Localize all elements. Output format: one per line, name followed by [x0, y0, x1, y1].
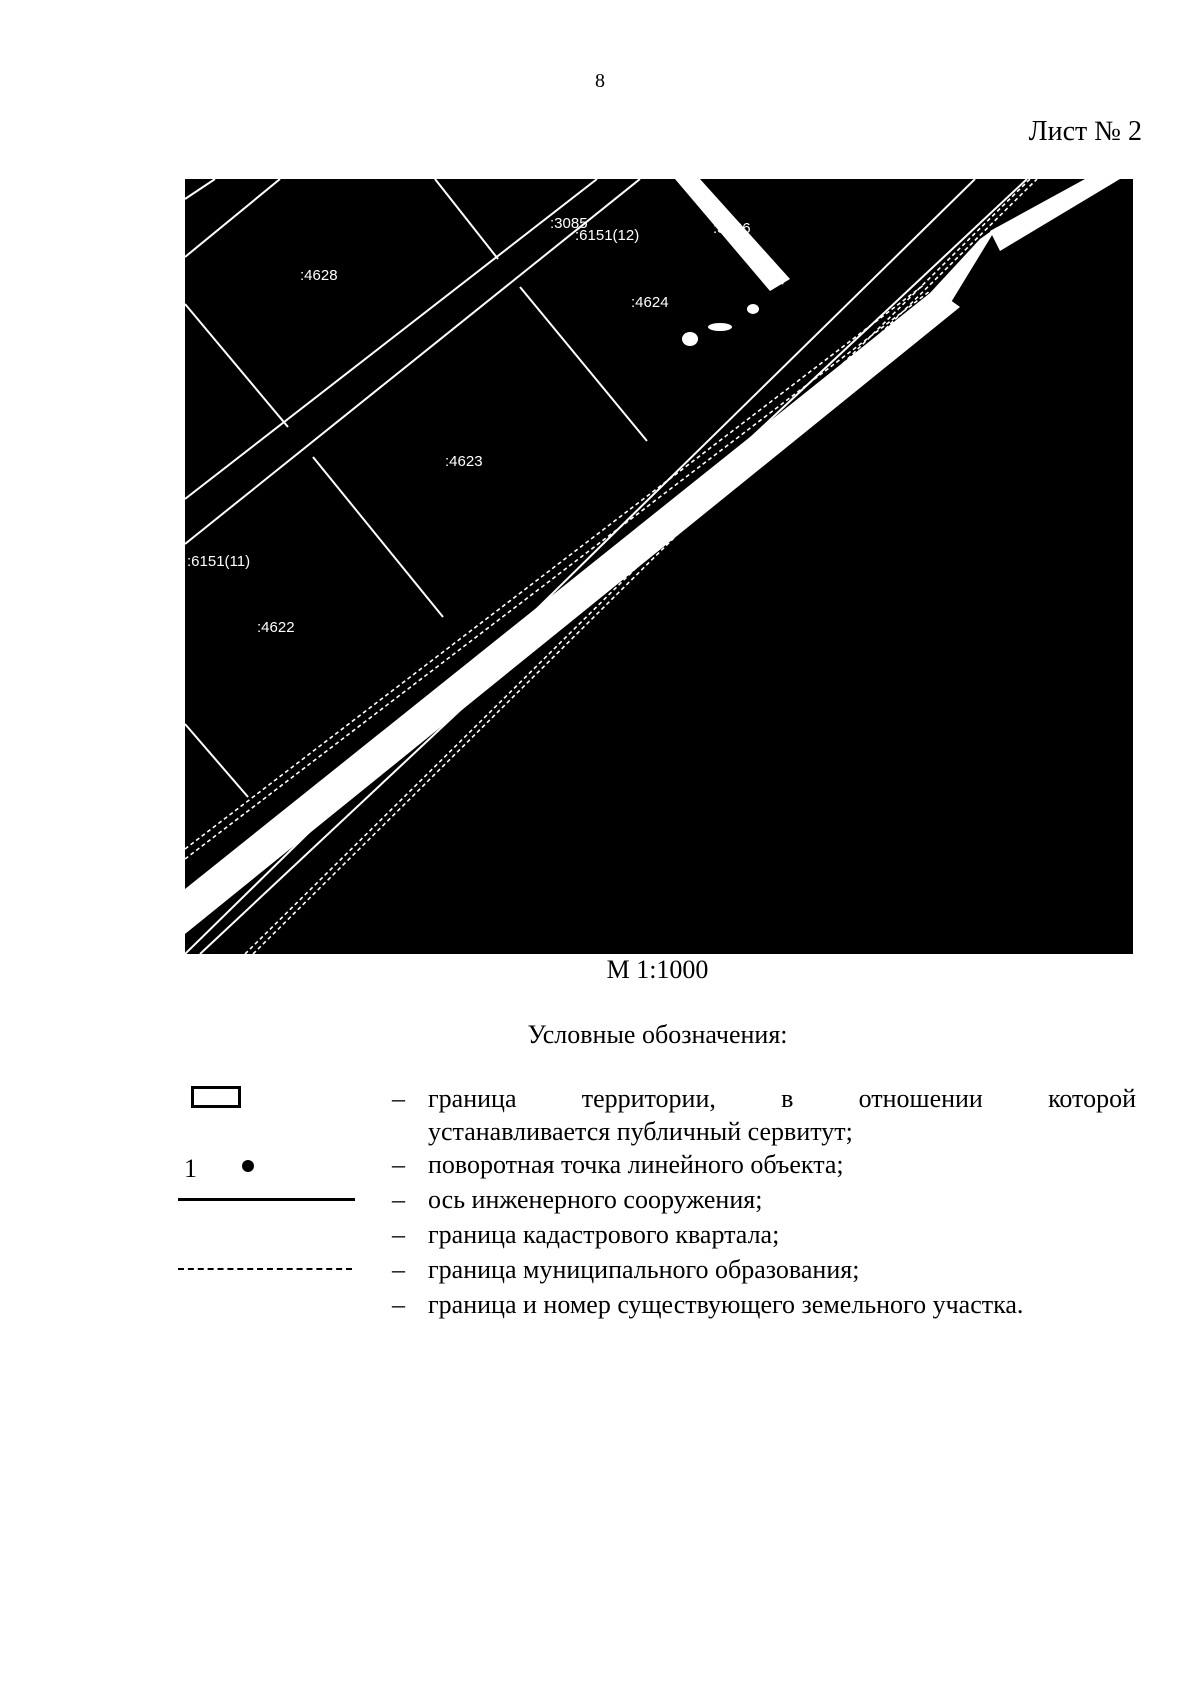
- sheet-label: Лист № 2: [1028, 116, 1142, 147]
- page-number: 8: [595, 70, 605, 92]
- parcel-label: :4628: [300, 267, 338, 284]
- parcel-label: :6151(12): [575, 227, 640, 244]
- cadastral-map: [185, 179, 1133, 954]
- map-blob: [747, 304, 759, 314]
- legend-word: граница: [428, 1084, 517, 1113]
- municipal-boundary-symbol: [178, 1268, 352, 1270]
- legend-word: территории,: [581, 1084, 716, 1113]
- legend-dash: –: [392, 1185, 405, 1214]
- legend-item-text: ось инженерного сооружения;: [428, 1185, 763, 1214]
- legend-word: в: [781, 1084, 794, 1113]
- legend-dash: –: [392, 1290, 405, 1319]
- map-scale: М 1:1000: [606, 955, 709, 984]
- parcel-label: :3085: [550, 215, 588, 232]
- road-strip-top: [990, 179, 1120, 251]
- map-blob: [708, 323, 732, 331]
- map-drawing: [185, 179, 1133, 954]
- legend-item-text: граница и номер существующего земельного участка.: [428, 1290, 1024, 1319]
- parcel-label: :4624: [631, 294, 669, 311]
- road-strip: [185, 289, 960, 934]
- legend-item-line: [428, 1082, 1136, 1115]
- legend-item-text: [428, 1082, 1136, 1148]
- legend-word: которой: [1048, 1084, 1136, 1113]
- legend-item-text: поворотная точка линейного объекта;: [428, 1150, 844, 1179]
- legend-dash: –: [392, 1220, 405, 1249]
- parcel-label: :4622: [257, 619, 295, 636]
- legend-title: Условные обозначения:: [527, 1020, 788, 1049]
- servitude-boundary-symbol: [191, 1086, 241, 1108]
- legend-item-text: граница муниципального образования;: [428, 1255, 860, 1284]
- axis-line-symbol: [178, 1198, 355, 1201]
- legend-word: отношении: [858, 1084, 983, 1113]
- parcel-label: :4623: [445, 453, 483, 470]
- parcel-label: :6151(11): [187, 553, 251, 570]
- legend-dash: –: [392, 1084, 405, 1113]
- legend-item-line: устанавливается публичный сервитут;: [428, 1117, 853, 1146]
- map-blob: [873, 344, 887, 354]
- map-blob: [682, 332, 698, 346]
- legend-dash: –: [392, 1150, 405, 1179]
- legend-item-text: граница кадастрового квартала;: [428, 1220, 780, 1249]
- point-number-symbol: 1: [184, 1154, 197, 1183]
- parcel-label: :3226: [713, 220, 751, 237]
- legend-dash: –: [392, 1255, 405, 1284]
- point-dot-symbol: [242, 1160, 254, 1172]
